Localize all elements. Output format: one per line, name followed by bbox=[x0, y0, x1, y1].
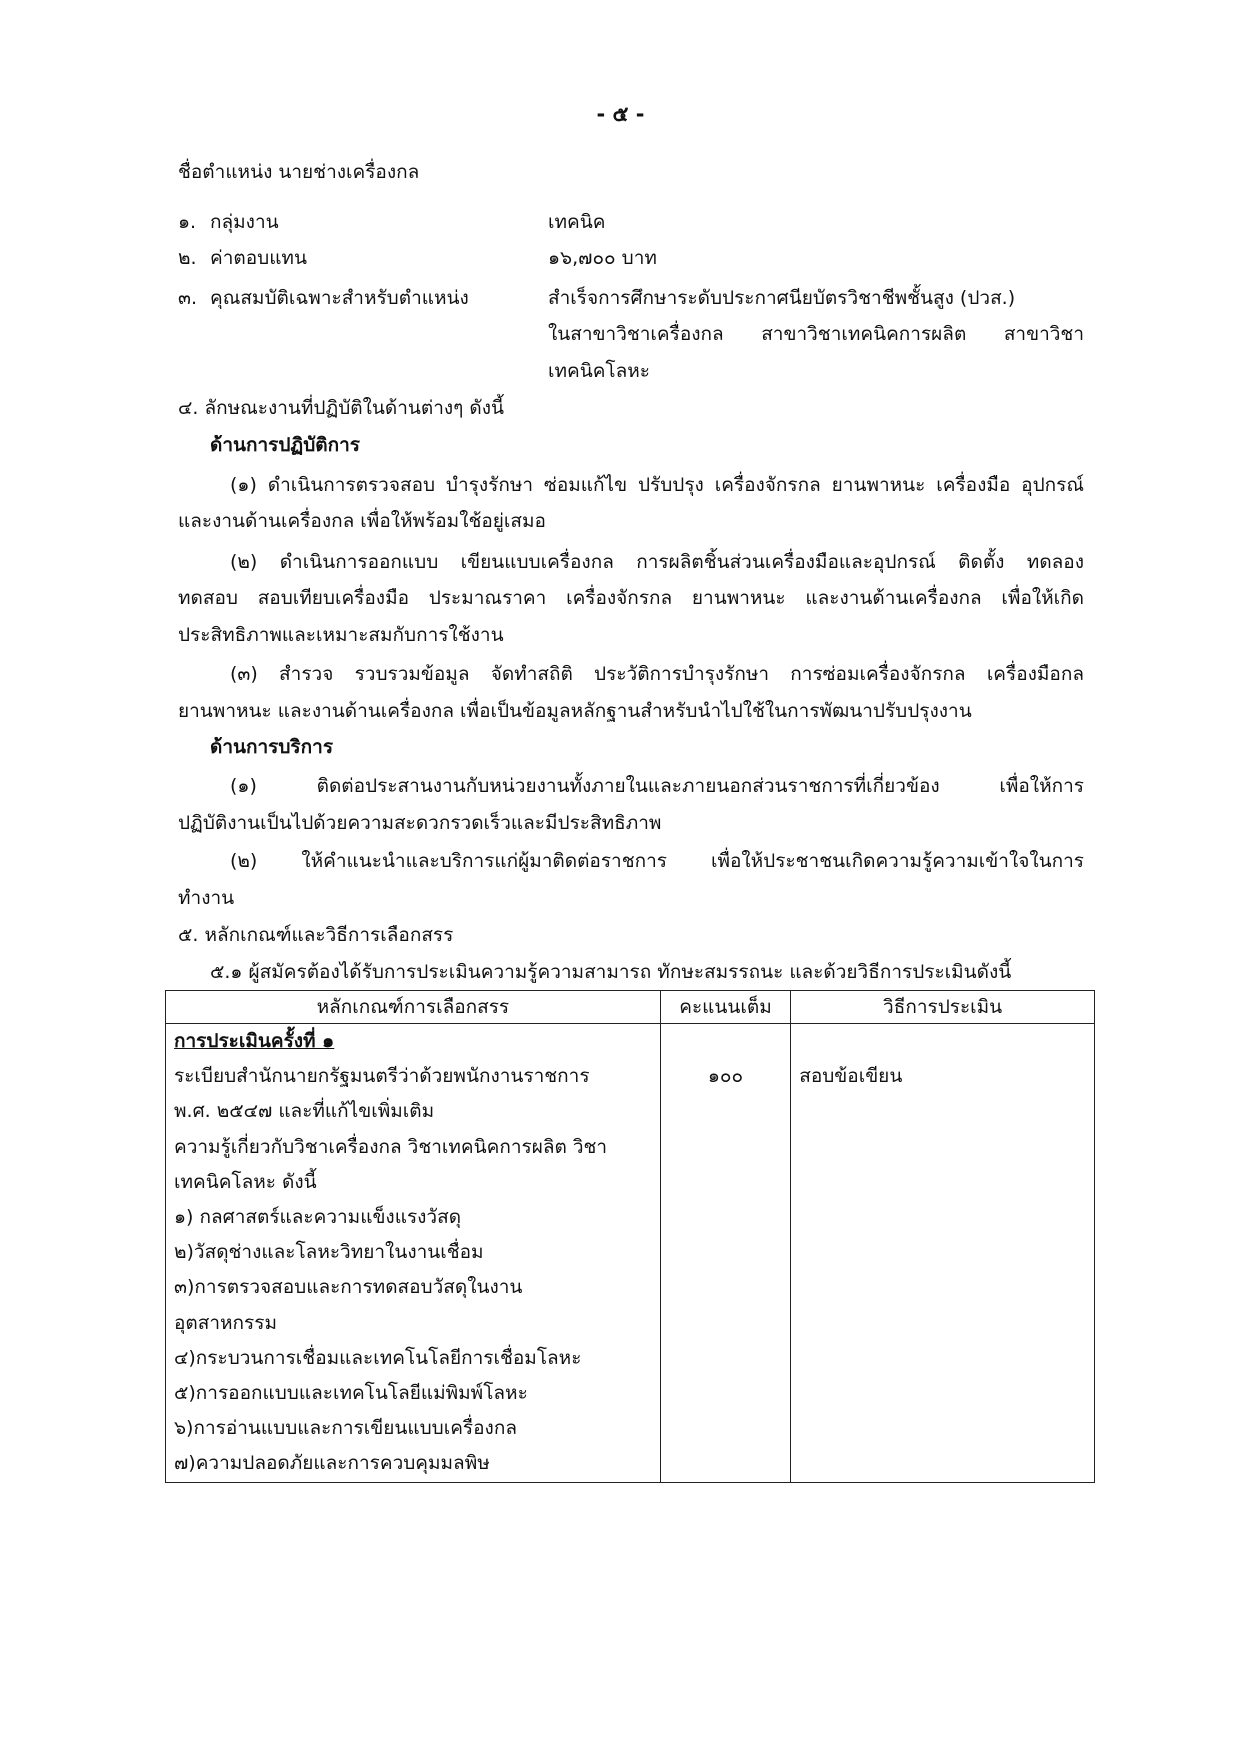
criteria-line: เทคนิคโลหะ ดังนี้ bbox=[174, 1170, 317, 1193]
item-2-label: ๒. ค่าตอบแทน bbox=[178, 247, 307, 269]
item-3-value-line-2: ในสาขาวิชาเครื่องกล สาขาวิชาเทคนิคการผลิต สาขาวิชา bbox=[548, 323, 1084, 345]
section-5-1-heading: ๕.๑ ผู้สมัครต้องได้รับการประเมินความรู้ความสามารถ ทักษะสมรรถนะ และด้วยวิธีการประเมินดังนี้ bbox=[210, 961, 1012, 983]
criteria-cell bbox=[166, 1024, 661, 1483]
item-1-value: เทคนิค bbox=[548, 211, 606, 233]
round-title: การประเมินครั้งที่ ๑ bbox=[174, 1030, 335, 1052]
header-method: วิธีการประเมิน bbox=[791, 991, 1095, 1024]
criteria-line: ๔)กระบวนการเชื่อมและเทคโนโลยีการเชื่อมโลหะ bbox=[174, 1346, 582, 1369]
table-row bbox=[166, 1024, 1095, 1483]
sv1-line-2: ปฏิบัติงานเป็นไปด้วยความสะดวกรวดเร็วและมีประสิทธิภาพ bbox=[178, 812, 662, 834]
criteria-line: ๖)การอ่านแบบและการเขียนแบบเครื่องกล bbox=[174, 1417, 517, 1440]
criteria-line: ๗)ความปลอดภัยและการควบคุมมลพิษ bbox=[174, 1452, 490, 1475]
sv1-line-1: (๑) ติดต่อประสานงานกับหน่วยงานทั้งภายในและภายนอกส่วนราชการที่เกี่ยวข้อง เพื่อให้การ bbox=[230, 775, 1084, 797]
operations-heading: ด้านการปฏิบัติการ bbox=[210, 434, 360, 456]
item-2-value: ๑๖,๗๐๐ บาท bbox=[548, 247, 657, 269]
page-number: - ๕ - bbox=[596, 102, 645, 126]
criteria-table bbox=[165, 990, 1095, 1483]
header-full-score: คะแนนเต็ม bbox=[660, 991, 790, 1024]
item-3-value-line-1: สำเร็จการศึกษาระดับประกาศนียบัตรวิชาชีพชั้นสูง (ปวส.) bbox=[548, 287, 1016, 309]
section-5-heading: ๕. หลักเกณฑ์และวิธีการเลือกสรร bbox=[178, 924, 454, 946]
op1-line-1: (๑) ดำเนินการตรวจสอบ บำรุงรักษา ซ่อมแก้ไข ปรับปรุง เครื่องจักรกล ยานพาหนะ เครื่องมือ อุปกรณ์ bbox=[230, 474, 1084, 496]
method-cell: สอบข้อเขียน bbox=[791, 1024, 1095, 1483]
criteria-line: อุตสาหกรรม bbox=[174, 1311, 277, 1334]
criteria-line: ๒)วัสดุช่างและโลหะวิทยาในงานเชื่อม bbox=[174, 1241, 484, 1264]
section-4-heading: ๔. ลักษณะงานที่ปฏิบัติในด้านต่างๆ ดังนี้ bbox=[178, 397, 505, 419]
criteria-line: ๕)การออกแบบและเทคโนโลยีแม่พิมพ์โลหะ bbox=[174, 1382, 528, 1405]
item-3-label: ๓. คุณสมบัติเฉพาะสำหรับตำแหน่ง bbox=[178, 287, 469, 309]
sv2-line-1: (๒) ให้คำแนะนำและบริการแก่ผู้มาติดต่อราชการ เพื่อให้ประชาชนเกิดความรู้ความเข้าใจในการ bbox=[230, 850, 1084, 872]
header-criteria: หลักเกณฑ์การเลือกสรร bbox=[166, 991, 661, 1024]
sv2-line-2: ทำงาน bbox=[178, 887, 235, 909]
table-header-row bbox=[166, 991, 1095, 1024]
op2-line-3: ประสิทธิภาพและเหมาะสมกับการใช้งาน bbox=[178, 624, 504, 646]
op3-line-1: (๓) สำรวจ รวบรวมข้อมูล จัดทำสถิติ ประวัติการบำรุงรักษา การซ่อมเครื่องจักรกล เครื่องมือกล bbox=[230, 663, 1084, 685]
item-1-label: ๑. กลุ่มงาน bbox=[178, 211, 279, 233]
op3-line-2: ยานพาหนะ และงานด้านเครื่องกล เพื่อเป็นข้อมูลหลักฐานสำหรับนำไปใช้ในการพัฒนาปรับปรุงงาน bbox=[178, 700, 972, 722]
op2-line-1: (๒) ดำเนินการออกแบบ เขียนแบบเครื่องกล การผลิตชิ้นส่วนเครื่องมือและอุปกรณ์ ติดตั้ง ทดลอง bbox=[230, 551, 1084, 573]
criteria-line: ๑) กลศาสตร์และความแข็งแรงวัสดุ bbox=[174, 1206, 462, 1229]
op1-line-2: และงานด้านเครื่องกล เพื่อให้พร้อมใช้อยู่เสมอ bbox=[178, 510, 546, 532]
item-3-value-line-3: เทคนิคโลหะ bbox=[548, 360, 651, 382]
criteria-line: พ.ศ. ๒๕๔๗ และที่แก้ไขเพิ่มเติม bbox=[174, 1100, 435, 1123]
criteria-line: ๓)การตรวจสอบและการทดสอบวัสดุในงาน bbox=[174, 1276, 523, 1299]
position-title: ชื่อตำแหน่ง นายช่างเครื่องกล bbox=[178, 161, 420, 183]
op2-line-2: ทดสอบ สอบเทียบเครื่องมือ ประมาณราคา เครื่องจักรกล ยานพาหนะ และงานด้านเครื่องกล เพื่อให้เกิด bbox=[178, 587, 1084, 609]
service-heading: ด้านการบริการ bbox=[210, 736, 334, 758]
criteria-line: ระเบียบสำนักนายกรัฐมนตรีว่าด้วยพนักงานราชการ bbox=[174, 1065, 590, 1088]
full-score-cell: ๑๐๐ bbox=[660, 1024, 790, 1483]
criteria-line: ความรู้เกี่ยวกับวิชาเครื่องกล วิชาเทคนิคการผลิต วิชา bbox=[174, 1135, 608, 1158]
